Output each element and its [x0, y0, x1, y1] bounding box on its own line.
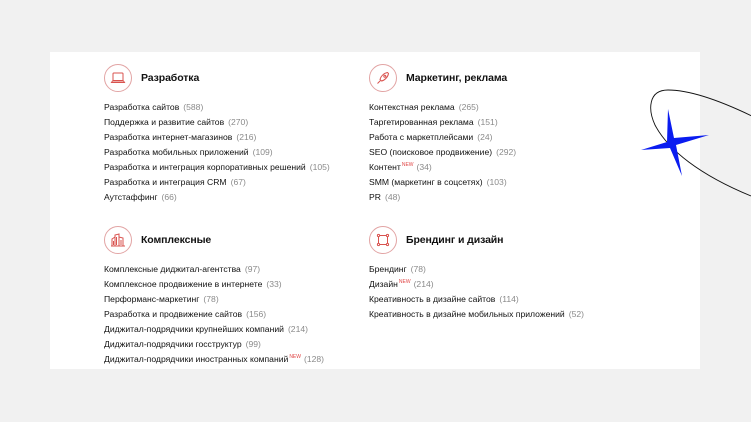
list-item[interactable]	[104, 128, 330, 143]
item-count: (99)	[245, 339, 261, 349]
list-item[interactable]	[104, 173, 330, 188]
section-title[interactable]: Маркетинг, реклама	[406, 72, 508, 84]
section-development	[104, 62, 330, 203]
item-label: Контент	[369, 162, 401, 172]
new-badge: NEW	[289, 354, 301, 360]
item-count: (214)	[413, 279, 434, 289]
new-badge: NEW	[398, 279, 411, 285]
item-count: (24)	[477, 132, 493, 142]
item-count: (114)	[499, 294, 519, 304]
list-item[interactable]	[369, 158, 516, 173]
section-header	[369, 224, 584, 256]
item-count: (588)	[183, 102, 204, 112]
list-item[interactable]	[369, 275, 584, 290]
item-label: PR	[369, 192, 381, 202]
list-item[interactable]	[369, 173, 516, 188]
item-label: Креативность в дизайне сайтов	[369, 294, 496, 304]
list-item[interactable]	[369, 143, 516, 158]
item-count: (66)	[161, 192, 177, 202]
frame-icon	[369, 226, 397, 254]
item-label: Разработка и интеграция CRM	[104, 177, 227, 187]
list-item[interactable]	[104, 335, 324, 350]
item-label: Перформанс-маркетинг	[104, 294, 200, 304]
item-label: Комплексное продвижение в интернете	[104, 279, 263, 289]
item-count: (48)	[384, 192, 401, 202]
item-count: (34)	[416, 162, 432, 172]
list-item[interactable]	[104, 143, 330, 158]
item-label: Диджитал-подрядчики госструктур	[104, 339, 242, 349]
list-item[interactable]	[104, 260, 324, 275]
item-count: (216)	[236, 132, 257, 142]
section-header	[104, 224, 324, 256]
section-title[interactable]: Комплексные	[141, 234, 212, 246]
list-item[interactable]	[369, 305, 584, 320]
item-count: (214)	[287, 324, 308, 334]
list-item[interactable]	[104, 158, 330, 173]
item-count: (67)	[230, 177, 246, 187]
list-item[interactable]	[104, 305, 324, 320]
item-label: Разработка сайтов	[104, 102, 180, 112]
item-count: (265)	[458, 102, 479, 112]
item-label: Комплексные диджитал-агентства	[104, 264, 241, 274]
category-list	[104, 98, 330, 203]
item-count: (103)	[486, 177, 507, 187]
item-label: Дизайн	[369, 279, 398, 289]
section-title[interactable]: Брендинг и дизайн	[406, 234, 504, 246]
item-count: (97)	[244, 264, 261, 274]
list-item[interactable]	[369, 98, 516, 113]
list-item[interactable]	[369, 260, 584, 275]
list-item[interactable]	[104, 350, 324, 365]
item-count: (78)	[410, 264, 426, 274]
category-list	[369, 260, 584, 320]
item-label: SMM (маркетинг в соцсетях)	[369, 177, 483, 187]
item-label: Аутстаффинг	[104, 192, 158, 202]
section-branding	[369, 224, 584, 320]
item-label: SEO (поисковое продвижение)	[369, 147, 493, 157]
list-item[interactable]	[104, 113, 330, 128]
section-marketing	[369, 62, 516, 203]
item-label: Контекстная реклама	[369, 102, 455, 112]
list-item[interactable]	[104, 320, 324, 335]
item-count: (52)	[568, 309, 584, 319]
section-complex	[104, 224, 324, 365]
item-label: Диджитал-подрядчики иностранных компаний	[104, 354, 289, 364]
buildings-icon	[104, 226, 132, 254]
item-label: Работа с маркетплейсами	[369, 132, 474, 142]
item-label: Брендинг	[369, 264, 407, 274]
section-header	[104, 62, 330, 94]
item-count: (109)	[252, 147, 273, 157]
item-count: (156)	[246, 309, 267, 319]
item-label: Поддержка и развитие сайтов	[104, 117, 225, 127]
item-count: (78)	[203, 294, 219, 304]
item-count: (128)	[303, 354, 325, 364]
new-badge: NEW	[401, 162, 414, 168]
section-header	[369, 62, 516, 94]
list-item[interactable]	[104, 275, 324, 290]
list-item[interactable]	[369, 128, 516, 143]
item-count: (292)	[496, 147, 517, 157]
category-list	[369, 98, 516, 203]
list-item[interactable]	[104, 98, 330, 113]
list-item[interactable]	[104, 188, 330, 203]
list-item[interactable]	[369, 188, 516, 203]
item-label: Диджитал-подрядчики крупнейших компаний	[104, 324, 284, 334]
rocket-icon	[369, 64, 397, 92]
list-item[interactable]	[369, 113, 516, 128]
item-count: (151)	[477, 117, 498, 127]
list-item[interactable]	[104, 290, 324, 305]
item-count: (33)	[266, 279, 282, 289]
list-item[interactable]	[369, 290, 584, 305]
item-label: Разработка и интеграция корпоративных решений	[104, 162, 306, 172]
item-label: Креативность в дизайне мобильных приложений	[369, 309, 565, 319]
category-list	[104, 260, 324, 365]
categories-card	[50, 52, 700, 369]
item-label: Разработка мобильных приложений	[104, 147, 249, 157]
item-count: (105)	[309, 162, 330, 172]
item-count: (270)	[228, 117, 249, 127]
item-label: Таргетированная реклама	[369, 117, 474, 127]
laptop-icon	[104, 64, 132, 92]
item-label: Разработка и продвижение сайтов	[104, 309, 243, 319]
item-label: Разработка интернет-магазинов	[104, 132, 233, 142]
section-title[interactable]: Разработка	[141, 72, 200, 84]
